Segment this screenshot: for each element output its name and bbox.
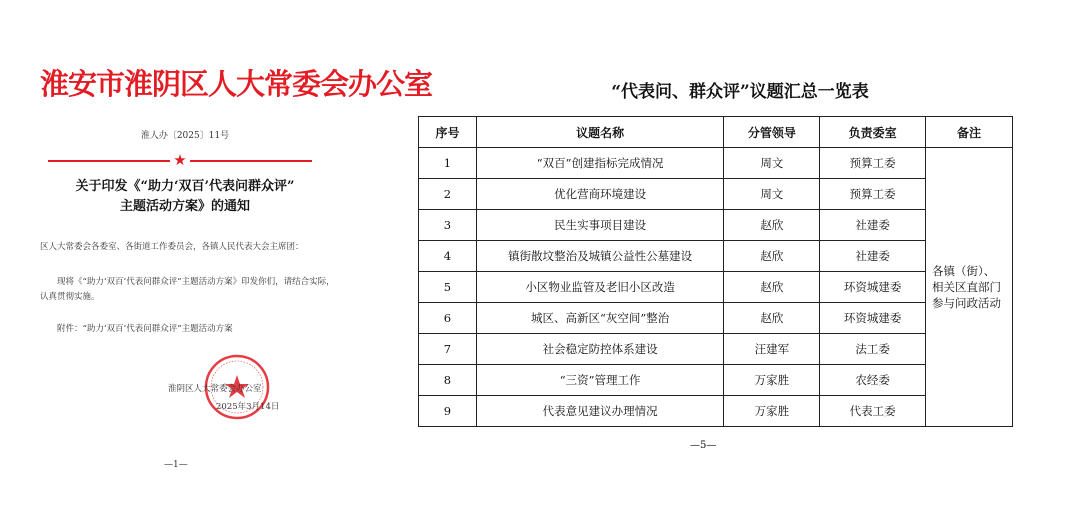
page-number-right: —5— [690, 440, 717, 451]
page-number-left: —1— [164, 460, 188, 470]
table-title: “代表问、群众评”议题汇总一览表 [611, 82, 869, 102]
body-paragraph: 现将《“助力‘双百’代表问群众评”主题活动方案》印发你们，请结合实际，认真贯彻实施。 [40, 277, 335, 302]
cell-leader: 赵欣 [724, 241, 820, 272]
cell-leader: 周文 [724, 148, 820, 179]
notice-title [40, 177, 330, 217]
table-row [419, 241, 1013, 272]
signer: 淮阴区人大常委会办公室 [168, 384, 262, 394]
cell-no: 1 [419, 148, 477, 179]
body-addressee: 区人大常委会各委室、各街道工作委员会，各镇人民代表大会主席团： [40, 242, 304, 252]
cell-committee: 预算工委 [820, 179, 926, 210]
table-row [419, 210, 1013, 241]
red-divider [48, 151, 312, 169]
red-divider-left-line [48, 160, 170, 162]
notice-title-line2: 主题活动方案》的通知 [119, 199, 250, 214]
right-page [400, 0, 1080, 509]
table-row [419, 148, 1013, 179]
cell-leader: 赵欣 [724, 272, 820, 303]
notice-title-line1: 关于印发《“助力‘双百’代表问群众评” [75, 179, 295, 194]
cell-committee: 社建委 [820, 210, 926, 241]
attachment-line: 附件：“助力‘双百’代表问群众评”主题活动方案 [57, 324, 233, 334]
table-row [419, 179, 1013, 210]
header-remark: 备注 [926, 117, 1013, 148]
table-row [419, 334, 1013, 365]
header-no: 序号 [419, 117, 477, 148]
table-row [419, 396, 1013, 427]
document-number: 淮人办〔2025〕11号 [140, 131, 230, 141]
cell-topic: 民生实事项目建设 [476, 210, 724, 241]
cell-leader: 万家胜 [724, 365, 820, 396]
cell-leader: 赵欣 [724, 210, 820, 241]
cell-no: 7 [419, 334, 477, 365]
cell-leader: 汪建军 [724, 334, 820, 365]
cell-committee: 预算工委 [820, 148, 926, 179]
table-row [419, 303, 1013, 334]
cell-no: 4 [419, 241, 477, 272]
cell-committee: 社建委 [820, 241, 926, 272]
table-row [419, 365, 1013, 396]
cell-topic: 镇街散坟整治及城镇公益性公墓建设 [476, 241, 724, 272]
cell-leader: 万家胜 [724, 396, 820, 427]
star-icon: ★ [173, 151, 187, 169]
cell-no: 5 [419, 272, 477, 303]
cell-committee: 代表工委 [820, 396, 926, 427]
cell-topic: “三资”管理工作 [476, 365, 724, 396]
cell-no: 2 [419, 179, 477, 210]
masthead: 淮安市淮阴区人大常委会办公室 [40, 67, 433, 101]
cell-committee: 环资城建委 [820, 303, 926, 334]
cell-committee: 法工委 [820, 334, 926, 365]
header-committee: 负责委室 [820, 117, 926, 148]
header-leader: 分管领导 [724, 117, 820, 148]
cell-no: 6 [419, 303, 477, 334]
cell-leader: 周文 [724, 179, 820, 210]
cell-leader: 赵欣 [724, 303, 820, 334]
issue-date: 2025年3月14日 [216, 402, 280, 412]
table-header-row [419, 117, 1013, 148]
cell-topic: 优化营商环境建设 [476, 179, 724, 210]
cell-remark: 各镇（街）、相关区直部门参与问政活动 [926, 148, 1013, 427]
cell-topic: “双百”创建指标完成情况 [476, 148, 724, 179]
cell-no: 3 [419, 210, 477, 241]
cell-no: 8 [419, 365, 477, 396]
agenda-table [418, 116, 1013, 427]
cell-committee: 环资城建委 [820, 272, 926, 303]
cell-committee: 农经委 [820, 365, 926, 396]
cell-topic: 代表意见建议办理情况 [476, 396, 724, 427]
header-topic: 议题名称 [476, 117, 724, 148]
left-page [0, 0, 433, 509]
table-row [419, 272, 1013, 303]
cell-topic: 小区物业监管及老旧小区改造 [476, 272, 724, 303]
cell-topic: 城区、高新区“灰空间”整治 [476, 303, 724, 334]
cell-no: 9 [419, 396, 477, 427]
red-divider-right-line [190, 160, 312, 162]
cell-topic: 社会稳定防控体系建设 [476, 334, 724, 365]
